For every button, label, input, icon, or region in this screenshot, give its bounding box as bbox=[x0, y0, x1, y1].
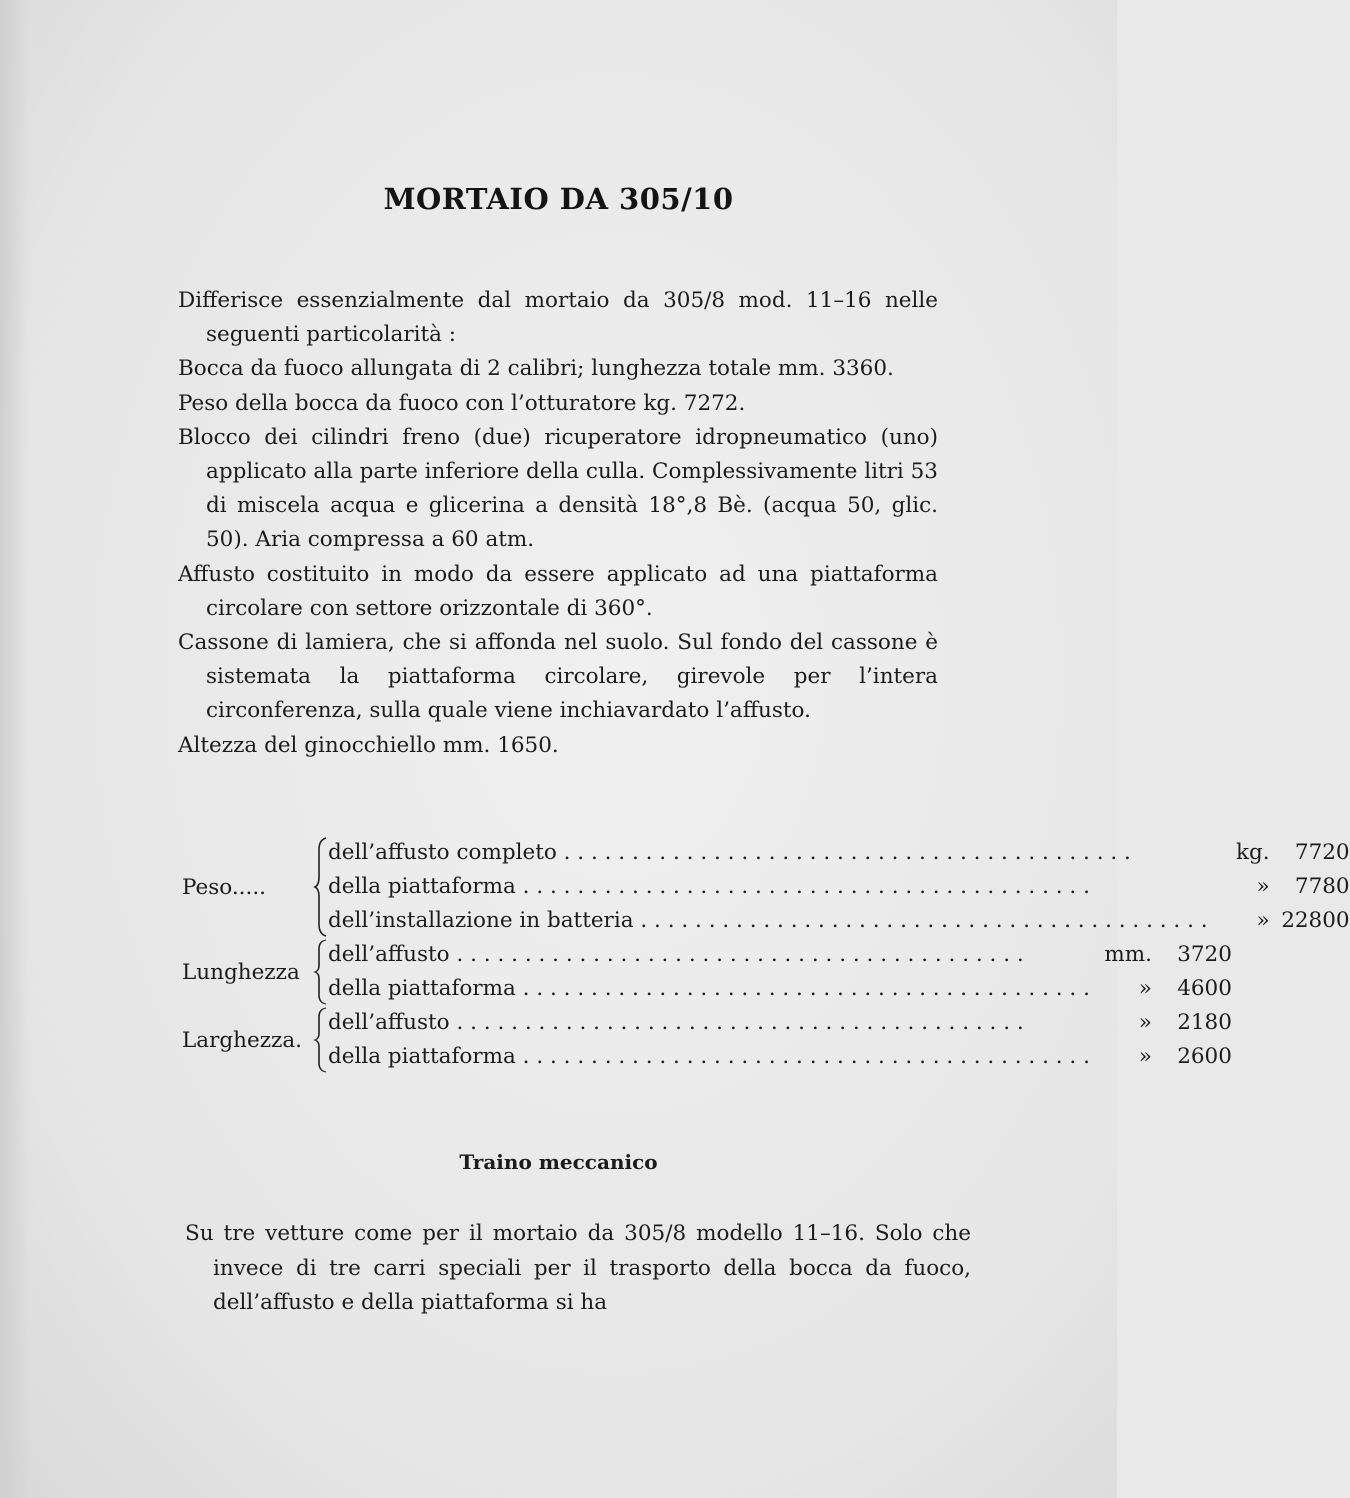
spec-item: dell’installazione in batteria bbox=[328, 908, 634, 933]
spec-group-lunghezza bbox=[182, 938, 1232, 1006]
spec-group-peso bbox=[182, 836, 1350, 938]
spec-value: 22800 bbox=[1281, 908, 1350, 933]
spec-row bbox=[328, 836, 1350, 870]
body-text bbox=[178, 284, 938, 763]
paragraph: Bocca da fuoco allungata di 2 calibri; lunghezza totale mm. 3360. bbox=[178, 356, 894, 382]
brace-icon bbox=[314, 938, 328, 1006]
paragraph: Cassone di lamiera, che si affonda nel suolo. Sul fondo del cassone è sistemata la piattaforma circolare, girevole per l’intera circonferenza, sulla quale viene inchiavardato l’affusto. bbox=[178, 630, 938, 724]
spec-value: 2600 bbox=[1177, 1044, 1232, 1069]
spec-unit: » bbox=[1256, 874, 1270, 899]
paragraph: Blocco dei cilindri freno (due) ricuperatore idropneumatico (uno) applicato alla parte inferiore della culla. Complessivamente litri 53 di miscela acqua e glicerina a densità 18°,8 Bè. (acqua 50, glic. 50). Aria compressa a 60 atm. bbox=[178, 424, 938, 553]
spec-value: 7780 bbox=[1294, 874, 1350, 899]
spec-group-label: Larghezza. bbox=[182, 1027, 303, 1053]
spec-row bbox=[328, 1040, 1232, 1074]
spec-group-label: Peso..... bbox=[182, 874, 266, 900]
spec-value: 4600 bbox=[1177, 976, 1232, 1001]
spec-unit: mm. bbox=[1104, 942, 1152, 967]
spec-item: dell’affusto bbox=[328, 942, 450, 967]
spec-row bbox=[328, 904, 1350, 938]
spec-item: della piattaforma bbox=[328, 874, 516, 899]
spec-item: della piattaforma bbox=[328, 1044, 516, 1069]
spec-value: 7720 bbox=[1294, 840, 1350, 865]
paragraph: Peso della bocca da fuoco con l’otturatore kg. 7272. bbox=[178, 390, 746, 416]
spec-group-label: Lunghezza bbox=[182, 959, 300, 985]
spec-item: della piattaforma bbox=[328, 976, 516, 1001]
spec-row bbox=[328, 1006, 1232, 1040]
spec-value: 3720 bbox=[1177, 942, 1232, 967]
spec-item: dell’affusto bbox=[328, 1010, 450, 1035]
page-edge-shadow bbox=[0, 0, 30, 1498]
brace-icon bbox=[314, 1006, 328, 1074]
spec-unit: » bbox=[1256, 908, 1270, 933]
paragraph: Differisce essenzialmente dal mortaio da 305/8 mod. 11–16 nelle seguenti particolarità : bbox=[178, 288, 938, 348]
spec-unit: » bbox=[1138, 1010, 1152, 1035]
brace-icon bbox=[314, 836, 328, 938]
paragraph: Su tre vetture come per il mortaio da 305/8 modello 11–16. Solo che invece di tre carri speciali per il trasporto della bocca da fuoco, dell’affusto e della piattaforma si ha bbox=[185, 1221, 971, 1315]
section-heading: Traino meccanico bbox=[459, 1150, 658, 1174]
paragraph: Affusto costituito in modo da essere applicato ad una piattaforma circolare con settore orizzontale di 360°. bbox=[178, 561, 938, 621]
spec-group-larghezza bbox=[182, 1006, 1232, 1074]
spec-row bbox=[328, 938, 1232, 972]
page-title: MORTAIO DA 305/10 bbox=[383, 182, 734, 216]
specifications-table bbox=[182, 836, 1350, 1074]
spec-value: 2180 bbox=[1177, 1010, 1232, 1035]
spec-row bbox=[328, 972, 1232, 1006]
spec-item: dell’affusto completo bbox=[328, 840, 557, 865]
spec-row bbox=[328, 870, 1350, 904]
spec-unit: » bbox=[1138, 1044, 1152, 1069]
spec-unit: » bbox=[1138, 976, 1152, 1001]
spec-unit: kg. bbox=[1235, 840, 1270, 865]
paragraph: Altezza del ginocchiello mm. 1650. bbox=[178, 732, 559, 758]
